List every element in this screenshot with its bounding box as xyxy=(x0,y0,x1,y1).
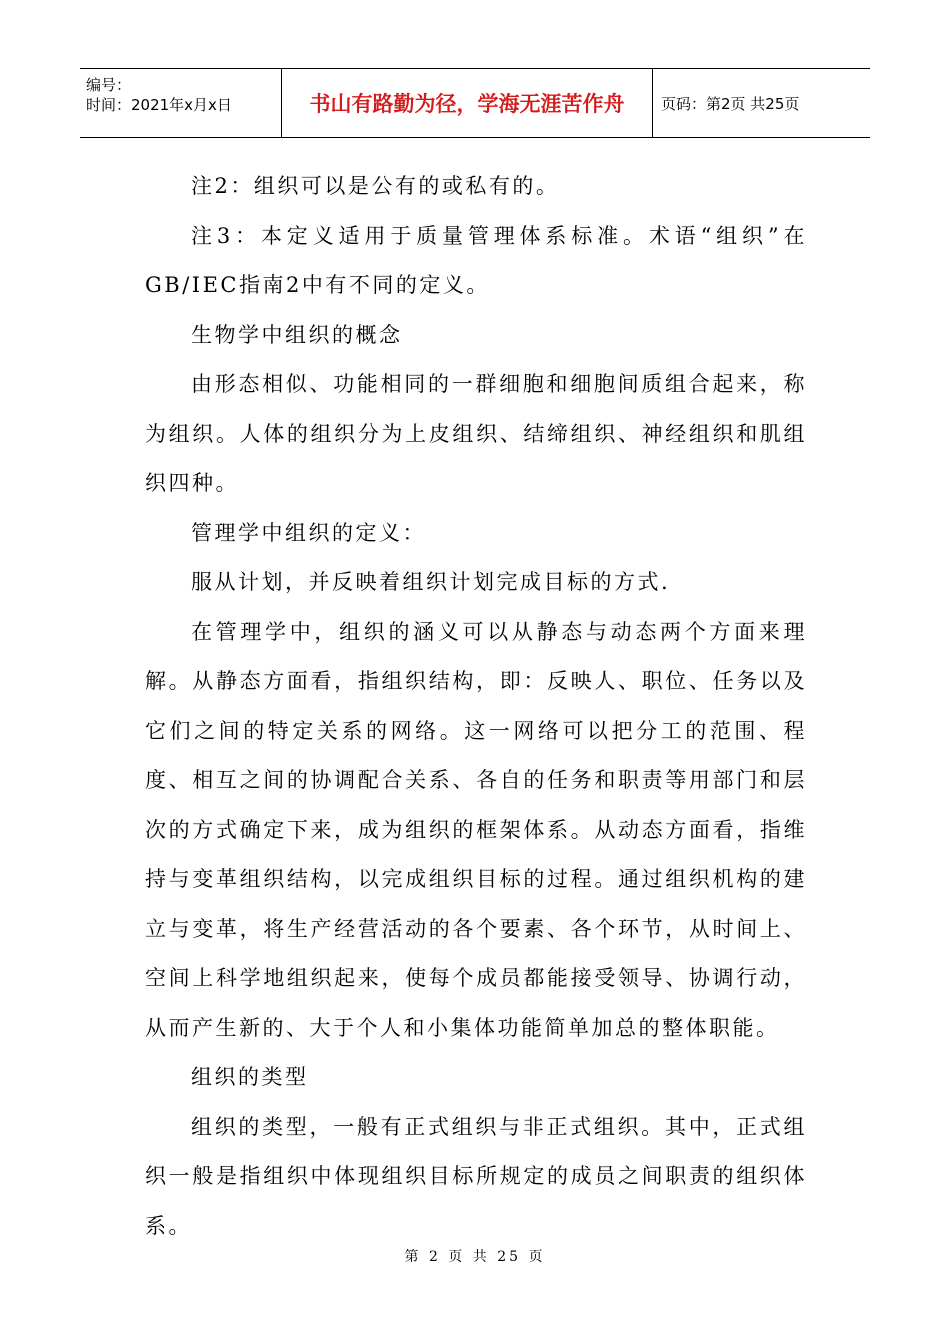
header-page-info: 页码：第2页 共25页 xyxy=(661,94,800,113)
note-2: 注2：组织可以是公有的或私有的。 xyxy=(191,174,560,198)
note-3: 注3：本定义适用于质量管理体系标准。术语“组织”在GB/IEC指南2中有不同的定义。 xyxy=(145,223,807,297)
page-header xyxy=(80,68,870,138)
page-footer: 第 2 页 共 25 页 xyxy=(404,1249,546,1265)
header-meta xyxy=(80,69,282,137)
section-heading-management: 管理学中组织的定义： xyxy=(191,520,426,545)
section-heading-biology: 生物学中组织的概念 xyxy=(191,322,403,347)
document-number-label: 编号： xyxy=(86,76,132,94)
document-date: 时间：2021年x月x日 xyxy=(86,96,232,114)
paragraph-management: 在管理学中，组织的涵义可以从静态与动态两个方面来理解。从静态方面看，指组织结构，即：反映人、职位、任务以及它们之间的特定关系的网络。这一网络可以把分工的范围、程度、相互之间的协调配合关系、各自的任务和职责等用部门和层次的方式确定下来，成为组织的框架体系。从动态方面看，指维持与变革组织结构，以完成组织目标的过程。通过组织机构的建立与变革，将生产经营活动的各个要素、各个环节，从时间上、空间上科学地组织起来，使每个成员都能接受领导、协调行动，从而产生新的、大于个人和小集体功能简单加总的整体职能。 xyxy=(145,619,807,1040)
section-heading-types: 组织的类型 xyxy=(191,1065,309,1089)
paragraph-definition: 服从计划，并反映着组织计划完成目标的方式. xyxy=(191,570,671,594)
paragraph-biology: 由形态相似、功能相同的一群细胞和细胞间质组合起来，称为组织。人体的组织分为上皮组织、结缔组织、神经组织和肌组织四种。 xyxy=(145,372,807,495)
paragraph-types: 组织的类型，一般有正式组织与非正式组织。其中，正式组织一般是指组织中体现组织目标所规定的成员之间职责的组织体系。 xyxy=(145,1114,807,1238)
header-motto: 书山有路勤为径，学海无涯苦作舟 xyxy=(282,69,653,137)
document-body xyxy=(145,162,807,1251)
